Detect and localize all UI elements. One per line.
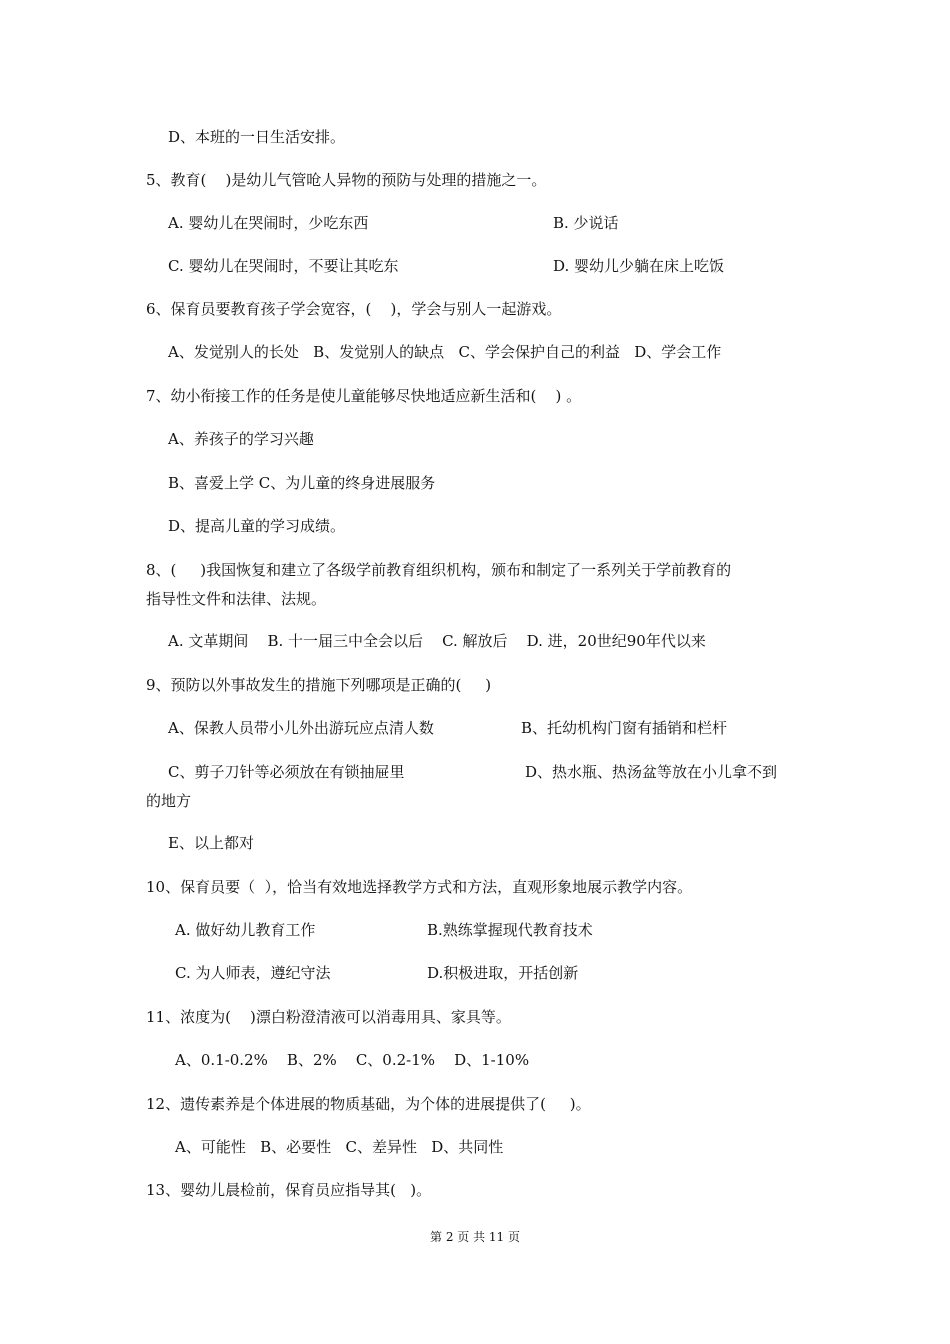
option-a-q5: A. 婴幼儿在哭闹时，少吃东西 bbox=[168, 214, 369, 232]
option-b-q9: B、托幼机构门窗有插销和栏杆 bbox=[521, 719, 728, 737]
options-bc-q7: B、喜爱上学 C、为儿童的终身进展服务 bbox=[168, 474, 436, 492]
option-d-q9: D、热水瓶、热汤盆等放在小儿拿不到 bbox=[525, 763, 778, 781]
option-a-q10: A. 做好幼儿教育工作 bbox=[175, 921, 316, 939]
options-q11: A、0.1-0.2% B、2% C、0.2-1% D、1-10% bbox=[175, 1051, 530, 1069]
question-5: 5、教育( )是幼儿气管呛人异物的预防与处理的措施之一。 bbox=[146, 171, 547, 189]
option-d-q7: D、提高儿童的学习成绩。 bbox=[168, 517, 346, 535]
option-d-q5: D. 婴幼儿少躺在床上吃饭 bbox=[553, 257, 725, 275]
option-d-q4: D、本班的一日生活安排。 bbox=[168, 128, 346, 146]
option-a-q7: A、养孩子的学习兴趣 bbox=[168, 430, 314, 448]
question-8: 8、( )我国恢复和建立了各级学前教育组织机构，颁布和制定了一系列关于学前教育的 bbox=[146, 561, 732, 579]
question-13: 13、婴幼儿晨检前，保育员应指导其( )。 bbox=[146, 1181, 432, 1199]
options-q12: A、可能性 B、必要性 C、差异性 D、共同性 bbox=[175, 1138, 504, 1156]
option-c-q10: C. 为人师表，遵纪守法 bbox=[175, 964, 331, 982]
option-d-q9-cont: 的地方 bbox=[146, 792, 192, 810]
option-c-q5: C. 婴幼儿在哭闹时，不要让其吃东 bbox=[168, 257, 399, 275]
question-10: 10、保育员要（ ），恰当有效地选择教学方式和方法，直观形象地展示教学内容。 bbox=[146, 878, 693, 896]
page-footer: 第 2 页 共 11 页 bbox=[430, 1230, 520, 1244]
option-d-q10: D.积极进取，开括创新 bbox=[427, 964, 579, 982]
question-12: 12、遗传素养是个体进展的物质基础，为个体的进展提供了( )。 bbox=[146, 1095, 591, 1113]
question-8-cont: 指导性文件和法律、法规。 bbox=[146, 590, 327, 608]
question-7: 7、幼小衔接工作的任务是使儿童能够尽快地适应新生活和( ) 。 bbox=[146, 387, 582, 405]
option-a-q9: A、保教人员带小儿外出游玩应点清人数 bbox=[168, 719, 434, 737]
option-e-q9: E、以上都对 bbox=[168, 834, 254, 852]
option-b-q10: B.熟练掌握现代教育技术 bbox=[427, 921, 593, 939]
options-q8: A. 文革期间 B. 十一届三中全会以后 C. 解放后 D. 进，20世纪90年代以来 bbox=[168, 632, 706, 650]
question-6: 6、保育员要教育孩子学会宽容，( )，学会与别人一起游戏。 bbox=[146, 300, 562, 318]
question-9: 9、预防以外事故发生的措施下列哪项是正确的( ) bbox=[146, 676, 492, 694]
option-b-q5: B. 少说话 bbox=[553, 214, 619, 232]
option-c-q9: C、剪子刀针等必须放在有锁抽屉里 bbox=[168, 763, 405, 781]
question-11: 11、浓度为( )漂白粉澄清液可以消毒用具、家具等。 bbox=[146, 1008, 511, 1026]
options-q6: A、发觉别人的长处 B、发觉别人的缺点 C、学会保护自己的利益 D、学会工作 bbox=[168, 343, 722, 361]
